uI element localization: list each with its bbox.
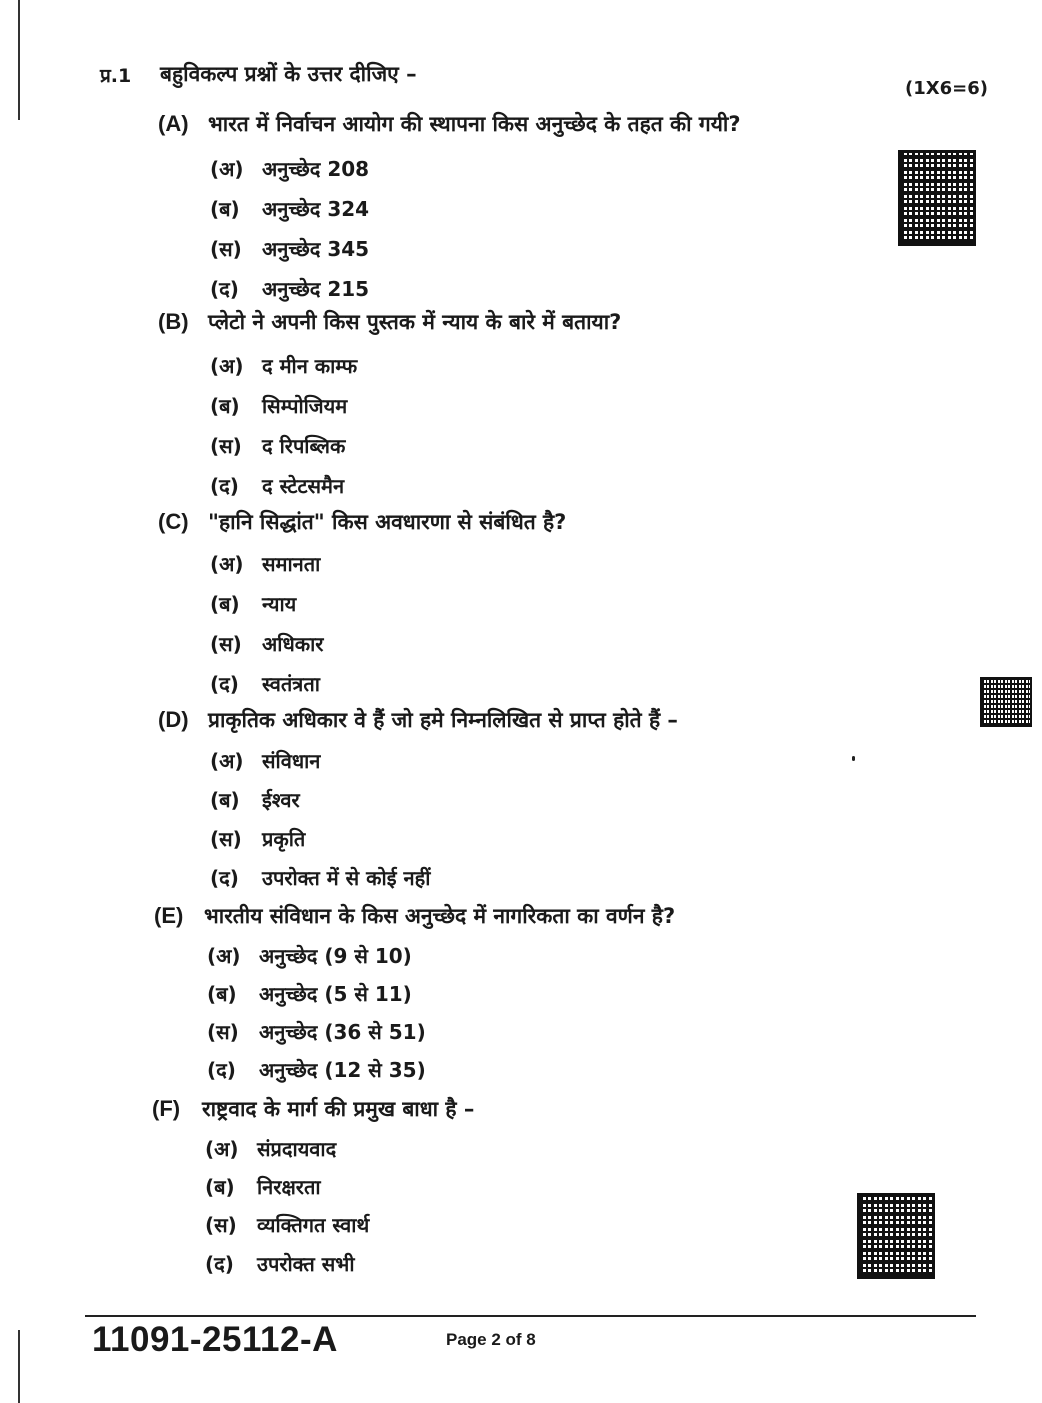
option [210, 630, 323, 657]
question-text: प्लेटो ने अपनी किस पुस्तक में न्याय के बारे में बताया? [208, 310, 622, 334]
option [210, 392, 347, 419]
option [205, 1135, 336, 1162]
margin-line-bottom [18, 1330, 20, 1403]
option-text: अनुच्छेद 345 [262, 237, 370, 261]
option-text: प्रकृति [262, 827, 306, 851]
option-text: संविधान [262, 749, 321, 773]
option-label: (स) [210, 434, 242, 458]
option-label: (अ) [207, 944, 241, 968]
option-label: (स) [207, 1020, 239, 1044]
option-label: (ब) [210, 197, 240, 221]
page-number: Page 2 of 8 [446, 1330, 536, 1349]
option [207, 980, 412, 1007]
question-label: (F) [152, 1096, 181, 1121]
option-label: (अ) [210, 749, 244, 773]
option-label: (ब) [207, 982, 237, 1006]
question-label: (A) [158, 111, 189, 136]
option-label: (अ) [210, 552, 244, 576]
marks-allocation: (1X6=6) [905, 78, 988, 99]
option [210, 670, 320, 697]
option-text: अनुच्छेद (12 से 35) [259, 1058, 426, 1082]
option-text: अधिकार [262, 632, 324, 656]
question-a [158, 110, 741, 138]
option [207, 942, 412, 969]
option-text: अनुच्छेद (5 से 11) [259, 982, 412, 1006]
option-text: सिम्पोजियम [262, 394, 348, 418]
option-label: (ब) [210, 592, 240, 616]
ink-dot [852, 756, 855, 761]
option [205, 1173, 321, 1200]
option-label: (स) [210, 237, 242, 261]
option-label: (ब) [210, 788, 240, 812]
question-label: (D) [158, 707, 189, 732]
option [210, 864, 430, 891]
option-label: (द) [210, 474, 239, 498]
option-label: (अ) [210, 157, 244, 181]
option-text: द मीन काम्फ [262, 354, 358, 378]
question-label: (E) [154, 903, 184, 928]
option-text: द स्टेटसमैन [262, 474, 345, 498]
question-f [152, 1095, 474, 1123]
option [210, 155, 369, 182]
option [210, 432, 345, 459]
option [210, 590, 296, 617]
question-label: (C) [158, 509, 189, 534]
option-text: द रिपब्लिक [262, 434, 346, 458]
option-text: न्याय [262, 592, 297, 616]
option [210, 352, 357, 379]
option [210, 275, 369, 302]
option-text: अनुच्छेद (9 से 10) [259, 944, 412, 968]
option-text: व्यक्तिगत स्वार्थ [257, 1213, 370, 1237]
option-text: ईश्वर [262, 788, 300, 812]
option-text: अनुच्छेद 208 [262, 157, 370, 181]
option [210, 550, 320, 577]
option-text: उपरोक्त सभी [257, 1252, 355, 1276]
option [207, 1056, 426, 1083]
option [210, 747, 320, 774]
question-e [154, 902, 675, 930]
datamatrix-code-bottom [857, 1193, 935, 1279]
question-text: भारतीय संविधान के किस अनुच्छेद में नागरिकता का वर्णन है? [204, 904, 676, 928]
option-label: (ब) [210, 394, 240, 418]
option [210, 786, 300, 813]
option [210, 825, 305, 852]
qr-code [980, 677, 1032, 727]
question-text: भारत में निर्वाचन आयोग की स्थापना किस अनुच्छेद के तहत की गयी? [208, 112, 741, 136]
option-label: (अ) [210, 354, 244, 378]
option-label: (द) [210, 277, 239, 301]
option-text: स्वतंत्रता [262, 672, 320, 696]
section-instruction: बहुविकल्प प्रश्नों के उत्तर दीजिए – [160, 62, 417, 86]
question-c [158, 508, 566, 536]
option [207, 1018, 426, 1045]
question-d [158, 706, 678, 734]
question-label: (B) [158, 309, 189, 334]
option-label: (द) [210, 672, 239, 696]
option-text: अनुच्छेद 324 [262, 197, 370, 221]
option [205, 1211, 369, 1238]
question-text: राष्ट्रवाद के मार्ग की प्रमुख बाधा है – [202, 1097, 475, 1121]
margin-line-top [18, 0, 20, 120]
datamatrix-code-top [898, 150, 976, 246]
option-label: (स) [210, 827, 242, 851]
option-text: समानता [262, 552, 321, 576]
option-text: उपरोक्त में से कोई नहीं [262, 866, 431, 890]
option-text: संप्रदायवाद [257, 1137, 337, 1161]
option [210, 472, 344, 499]
footer-divider [85, 1315, 976, 1317]
option [210, 195, 369, 222]
option [205, 1250, 355, 1277]
option [210, 235, 369, 262]
question-number: प्र.1 [100, 65, 132, 87]
option-label: (द) [205, 1252, 234, 1276]
option-label: (स) [205, 1213, 237, 1237]
option-label: (द) [210, 866, 239, 890]
option-label: (द) [207, 1058, 236, 1082]
option-label: (स) [210, 632, 242, 656]
option-text: निरक्षरता [257, 1175, 321, 1199]
question-text: "हानि सिद्धांत" किस अवधारणा से संबंधित है? [208, 510, 567, 534]
question-b [158, 308, 621, 336]
option-text: अनुच्छेद (36 से 51) [259, 1020, 426, 1044]
option-label: (अ) [205, 1137, 239, 1161]
paper-code: 11091-25112-A [92, 1320, 338, 1359]
option-label: (ब) [205, 1175, 235, 1199]
question-text: प्राकृतिक अधिकार वे हैं जो हमे निम्नलिखित से प्राप्त होते हैं – [208, 708, 678, 732]
option-text: अनुच्छेद 215 [262, 277, 370, 301]
